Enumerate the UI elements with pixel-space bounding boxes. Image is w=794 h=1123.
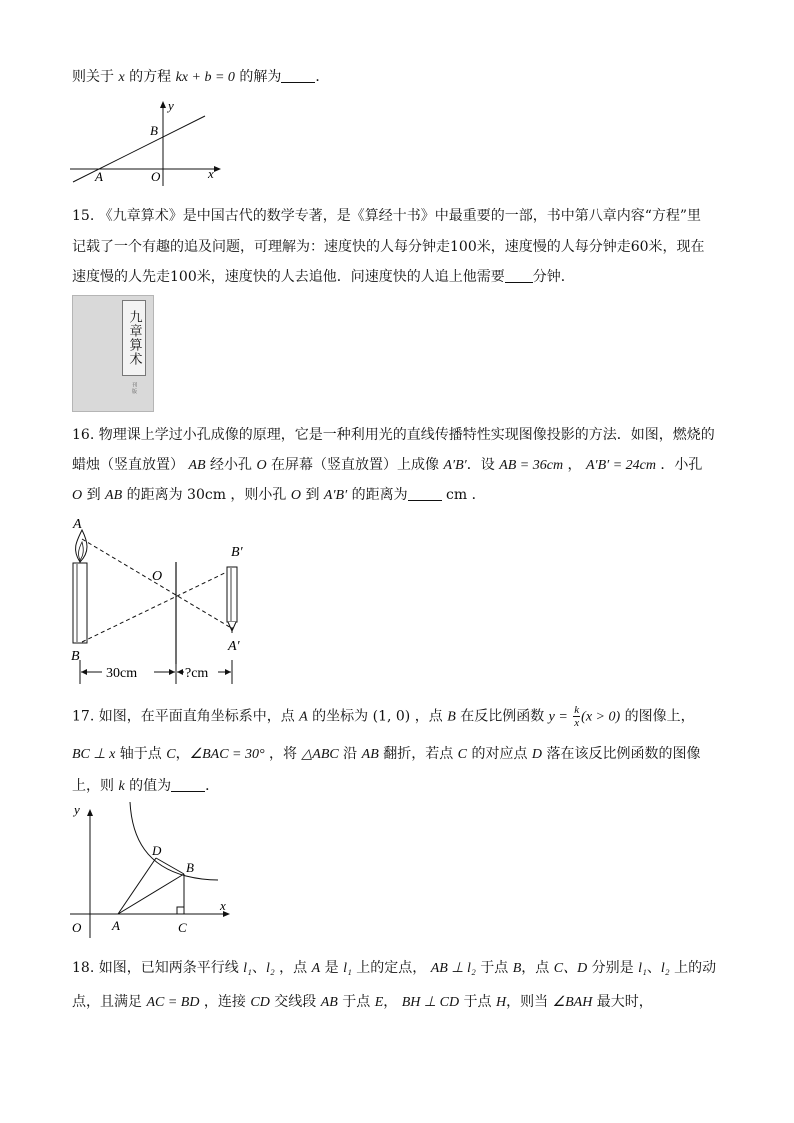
point-a-label: A [112,918,120,933]
point-d-label: D [152,843,162,858]
label-o: O [152,569,163,584]
q16-line-2: 蜡烛（竖直放置） AB 经小孔 O 在屏幕（竖直放置）上成像 A′B′．设 AB = 36cm ， A′B′ = 24cm ．小孔 [72,457,703,473]
fraction-k-over-x: $\frac{k}{x}$ [574,704,580,729]
answer-blank [171,777,205,792]
q17-line-2: BC ⊥ x 轴于点 C，∠BAC = 30° ，将 △ABC 沿 AB 翻折，若点 C 的对应点 D 落在该反比例函数的图像 [72,746,701,762]
book-seal: 刊 版 [131,382,137,394]
axis-y-label: y [168,98,174,113]
origin-label: O [72,920,82,935]
point-b-label: B [150,123,158,138]
label-b: B [71,649,80,664]
distance-30cm: 30cm [106,666,138,681]
book-cover-image [72,295,154,412]
inverted-image [227,567,237,622]
q14-line: 则关于 x 的方程 kx + b = 0 的解为 ． [72,69,330,85]
q16-figure [68,514,268,690]
q16-line-1: 16. 物理课上学过小孔成像的原理，它是一种利用光的直线传播特性实现图像投影的方法．如图，燃烧的 [72,427,715,443]
point-c-label: C [178,920,187,935]
answer-blank [505,268,533,283]
q15-line-3: 速度慢的人先走100米，速度快的人去追他．问速度快的人追上他需要 分钟． [72,269,575,285]
label-a-prime: A′ [228,639,240,654]
q16-line-3: O 到 AB 的距离为 30cm ，则小孔 O 到 A′B′ 的距离为 cm ． [72,487,486,503]
answer-blank [281,68,315,83]
q17-figure [68,800,238,940]
candle [73,563,87,643]
axis-y-label: y [74,802,80,817]
q17-line-3: 上，则 k 的值为 ． [72,778,220,794]
distance-unknown: ?cm [185,666,209,681]
q18-line-1: 18. 如图，已知两条平行线 l₁、l₂ ，点 A 是 l₁ 上的定点， AB ⊥ l₂ 于点 B，点 C、D 分别是 l₁、l₂ 上的动 [72,960,717,976]
point-b-label: B [186,860,194,875]
point-a-label: A [95,169,103,184]
axis-x-label: x [208,166,214,181]
answer-blank [408,486,442,501]
label-a: A [73,517,82,532]
label-b-prime: B′ [231,545,243,560]
q17-line-1: 17. 如图，在平面直角坐标系中，点 A 的坐标为 (1, 0) ，点 B 在反比例函数 y = $\frac{k}{x}$ (x > 0) 的图像上， [72,704,695,729]
book-title: 九章算术 [122,300,146,376]
axis-x-label: x [220,898,226,913]
q15-line-2: 记载了一个有趣的追及问题，可理解为：速度快的人每分钟走100米，速度慢的人每分钟走60米，现在 [72,239,705,255]
origin-label: O [151,169,161,184]
q18-line-2: 点，且满足 AC = BD ，连接 CD 交线段 AB 于点 E， BH ⊥ CD 于点 H，则当 ∠BAH 最大时， [72,994,653,1010]
q14-figure [65,96,225,188]
q15-line-1: 15. 《九章算术》是中国古代的数学专著，是《算经十书》中最重要的一部，书中第八章内容“方程”里 [72,208,702,224]
